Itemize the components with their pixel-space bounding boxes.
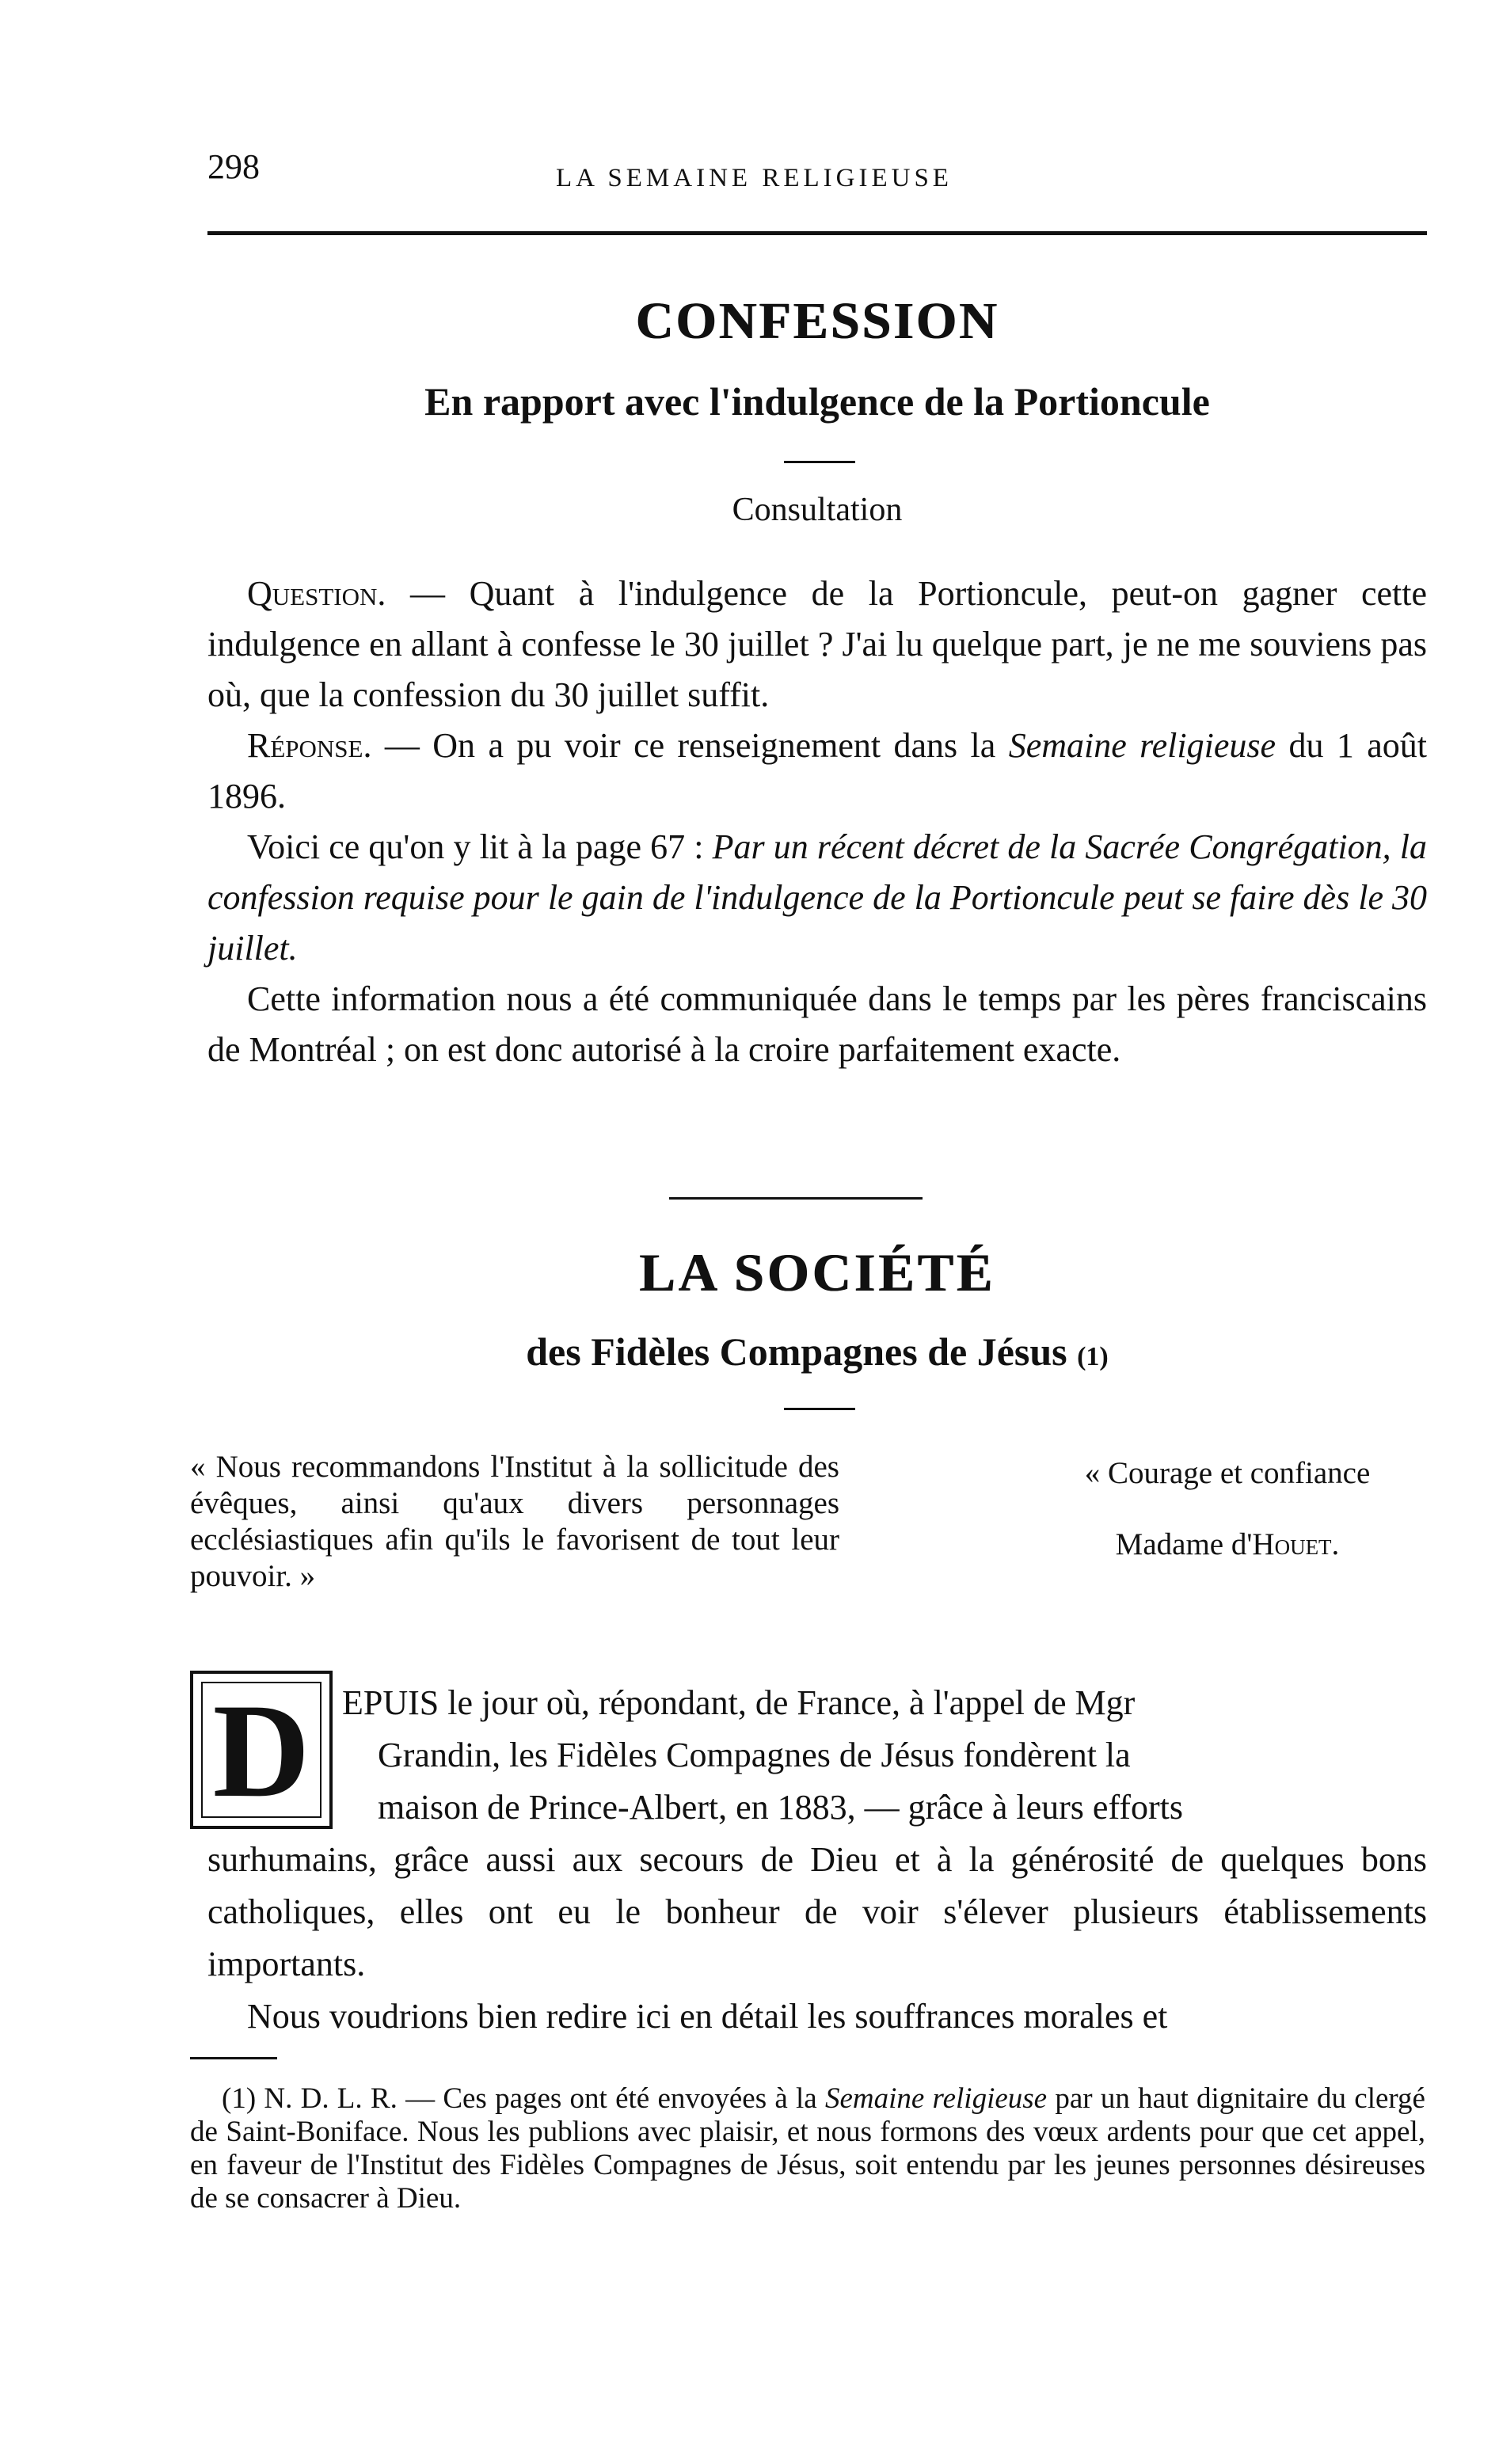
running-head	[207, 146, 1427, 202]
subtitle-text: des Fidèles Compagnes de Jésus	[526, 1329, 1067, 1374]
footnote-italic: Semaine religieuse	[824, 2082, 1048, 2115]
para1-rest: surhumains, grâce aussi aux secours de Dieu et à la générosité de quelques bons catholiques, elles ont eu le bonheur de voir s'élever plusieurs établissements importants.	[207, 1840, 1427, 1983]
running-title: LA SEMAINE RELIGIEUSE	[556, 164, 953, 192]
footnote-text-1: (1) N. D. L. R. — Ces pages ont été envoyées à la	[222, 2082, 825, 2115]
section-divider	[669, 1197, 923, 1200]
reponse-lead: Réponse.	[247, 726, 372, 765]
short-divider	[784, 461, 855, 463]
question-paragraph	[207, 568, 1427, 721]
reponse-text-2: du 1 août 1896.	[207, 726, 1427, 816]
para1-line3: maison de Prince-Albert, en 1883, — grâce à leurs efforts	[378, 1788, 1183, 1827]
section-title-confession: CONFESSION	[635, 292, 999, 350]
epigraph-left: « Nous recommandons l'Institut à la sollicitude des évêques, ainsi qu'aux divers personnages ecclésiastiques afin qu'ils le favorisent de tout leur pouvoir. »	[190, 1450, 839, 1593]
voici-italic: Par un récent décret de la Sacrée Congrégation, la confession requise pour le gain de l'indulgence de la Portioncule peut se faire dès le 30 juillet.	[207, 827, 1427, 968]
section-subtitle-portioncule: En rapport avec l'indulgence de la Portioncule	[424, 379, 1210, 424]
footnote-rule	[190, 2057, 277, 2059]
epigraph-right	[1029, 1455, 1425, 1563]
epigraph-sig-prefix: Madame d'	[1115, 1527, 1253, 1561]
epigraph-sig-name: Houet.	[1252, 1527, 1340, 1561]
short-divider-2	[784, 1408, 855, 1410]
header-rule	[207, 231, 1427, 235]
societe-paragraph-2: Nous voudrions bien redire ici en détail les souffrances morales et	[247, 1997, 1168, 2036]
voici-text: Voici ce qu'on y lit à la page 67 :	[247, 827, 713, 866]
footnote-paragraph	[190, 2082, 1425, 2215]
epigraph-right-quote: « Courage et confiance	[1084, 1456, 1371, 1490]
footnote-text-2: par un haut dignitaire du clergé de Saint-Boniface. Nous les publions avec plaisir, et nous formons des vœux ardents pour que cet appel, en faveur de l'Institut des Fidèles Compagnes de Jésus, soit entendu par les jeunes personnes désireuses de se consacrer à Dieu.	[190, 2082, 1425, 2215]
section-subtitle-fideles	[207, 1329, 1427, 1375]
epigraph-signature	[1029, 1527, 1425, 1563]
footnote	[190, 2082, 1425, 2215]
para1-line1: EPUIS le jour où, répondant, de France, à l'appel de Mgr	[342, 1683, 1136, 1722]
consultation-body	[207, 568, 1427, 1075]
voici-paragraph	[207, 822, 1427, 974]
reponse-paragraph	[207, 721, 1427, 822]
para1-line2: Grandin, les Fidèles Compagnes de Jésus fondèrent la	[378, 1736, 1131, 1774]
question-text: — Quant à l'indulgence de la Portioncule, peut-on gagner cette indulgence en allant à confesse le 30 juillet ? J'ai lu quelque part, je ne me souviens pas où, que la confession du 30 juillet suffit.	[207, 574, 1427, 714]
societe-paragraph-1	[207, 1677, 1427, 2043]
section-title-societe: LA SOCIÉTÉ	[638, 1242, 996, 1302]
reponse-text-1: — On a pu voir ce renseignement dans la	[371, 726, 1009, 765]
subtitle-note-marker: (1)	[1077, 1342, 1109, 1371]
cette-paragraph: Cette information nous a été communiquée dans le temps par les pères franciscains de Montréal ; on est donc autorisé à la croire parfaitement exacte.	[207, 979, 1427, 1069]
consultation-label: Consultation	[732, 492, 903, 528]
drop-cap-letter: D	[190, 1671, 333, 1829]
page-number: 298	[207, 147, 260, 186]
reponse-italic: Semaine religieuse	[1008, 726, 1276, 765]
question-lead: Question.	[247, 574, 386, 613]
